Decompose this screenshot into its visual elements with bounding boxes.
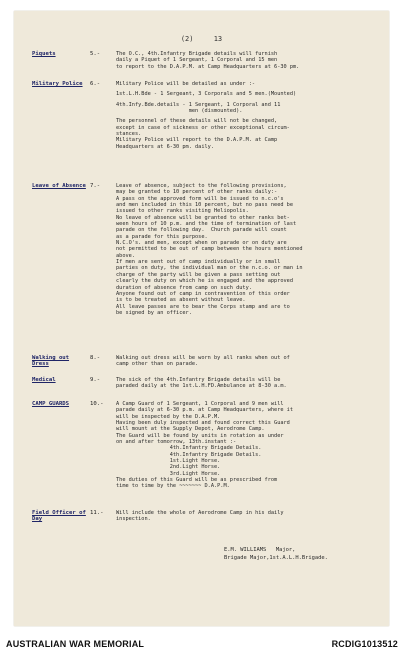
paragraph-heading: Field Officer of Day (32, 510, 86, 523)
folio-number: 13 (213, 35, 223, 43)
text-line: inspection. (116, 516, 151, 523)
text-line: 4th.Infy.Bde.details - 1 Sergeant, 1 Corporal and 11 (116, 101, 281, 108)
text-line: stances. (116, 131, 142, 138)
paragraph-heading: Leave of Absence (32, 183, 86, 189)
text-line: The O.C., 4th.Infantry Brigade details will furnish (116, 51, 278, 57)
signature-title: Brigade Major,1st.A.L.H.Brigade. (224, 555, 328, 561)
text-line: not permitted to be out of camp between the hours mentioned (116, 246, 303, 253)
paragraph-number: 8.- (90, 355, 101, 361)
text-line: The sick of the 4th.Infantry Brigade details will be (116, 377, 281, 383)
text-line: Leave of absence, subject to the following provisions, (116, 183, 287, 189)
paragraph-body (116, 401, 379, 490)
signature-name: E.M. WILLIAMS Major, (224, 547, 296, 553)
paragraph-heading: Medical (32, 377, 56, 383)
text-line: 3rd.Light Horse. (116, 470, 221, 477)
text-line: and men included in this 10 percent, but no pass need be (116, 202, 294, 209)
text-line: 1st.L.H.Bde - 1 Sergeant, 3 Corporals and 5 men.(Mounted) (116, 91, 297, 98)
archive-footer (0, 634, 404, 654)
paragraph-body (116, 510, 379, 523)
paragraph-number: 7.- (90, 183, 101, 189)
page-number: (2) (180, 35, 194, 43)
text-line: camp other than on parade. (116, 361, 199, 368)
text-line: All leave passes are to bear the Corps stamp and are to (116, 303, 290, 310)
paragraph-number: 5.- (90, 51, 101, 57)
text-line: Will include the whole of Aerodrome Camp in his daily (116, 510, 284, 516)
paragraph-heading: Walking out Dress (32, 355, 70, 368)
paragraph-number: 10.- (90, 401, 104, 407)
text-line: except in case of sickness or other exceptional circum- (116, 124, 290, 131)
text-line: Military Police will be detailed as under :- (116, 81, 256, 87)
paragraph-number: 9.- (90, 377, 101, 383)
text-line: 4th.Infantry Brigade Details. (116, 445, 262, 452)
text-line: charge of the party will be given a pass setting out (116, 271, 281, 278)
text-line: If men are sent out of camp individually or in small (116, 259, 281, 266)
text-line: No leave of absence will be granted to other ranks bet- (116, 214, 290, 221)
paragraph-number: 11.- (90, 510, 104, 516)
text-line: will be inspected by the D.A.P.M. (116, 413, 221, 420)
text-line: issued to other ranks visiting Heliopolis. (116, 208, 249, 215)
paragraph-heading: Piquets (32, 51, 56, 57)
paragraph-number: 6.- (90, 81, 101, 87)
text-line: 4th.Infantry Brigade Details. (116, 451, 262, 458)
paragraph-heading: CAMP GUARDS (32, 401, 70, 407)
text-line: A Camp Guard of 1 Sergeant, 1 Corporal and 9 men will (116, 401, 284, 407)
page-header (14, 35, 389, 43)
paragraph-body (116, 51, 379, 70)
text-line: 2nd.Light Horse. (116, 464, 221, 471)
text-line: Anyone found out of camp in contravention of this order (116, 290, 290, 297)
text-line: Headquarters at 6-30 pm. daily. (116, 143, 214, 150)
paragraph-body (116, 81, 379, 150)
text-line: paraded daily at the 1st.L.H.FD.Ambulance at 8-30 a.m. (116, 383, 287, 390)
text-line: to report to the D.A.P.M. at Camp Headquarters at 6-30 pm. (116, 63, 300, 70)
text-line: as a parade for this purpose. (116, 233, 208, 240)
text-line: is to be treated as absent without leave. (116, 297, 246, 304)
archive-name: AUSTRALIAN WAR MEMORIAL (6, 639, 145, 649)
text-line: daily a Piquet of 1 Sergeant, 1 Corporal and 15 men (116, 57, 278, 64)
paragraph-body (116, 183, 379, 316)
text-line: above. (116, 252, 135, 259)
text-line: parade on the following day. Church parade will count (116, 227, 287, 234)
text-line: ween hours of 10 p.m. and the time of termination of last (116, 221, 297, 228)
text-line: clearly the duty on which he is engaged and the approved (116, 278, 294, 285)
text-line: Walking out dress will be worn by all ranks when out of (116, 355, 290, 361)
text-line: duration of absence from camp on such duty. (116, 284, 252, 291)
text-line: time to time by the ~~~~~~~ D.A.P.M. (116, 483, 230, 490)
paragraph-body (116, 355, 379, 368)
text-line: The duties of this Guard will be as prescribed from (116, 477, 278, 484)
text-line: parade daily at 6-30 p.m. at Camp Headquarters, where it (116, 407, 294, 414)
text-line: may be granted to 10 percent of other ranks daily:- (116, 189, 278, 196)
text-line: The personnel of these details will not be changed, (116, 118, 278, 125)
text-line: 1st.Light Horse. (116, 458, 221, 465)
document-page (14, 11, 389, 626)
text-line: on and after tomorrow, 13th.instant :- (116, 439, 237, 446)
paragraph-heading: Military Police (32, 81, 83, 87)
text-line: will mount at the Supply Depot, Aerodrome Camp. (116, 426, 265, 433)
text-line: Military Police will report to the D.A.P.M. at Camp (116, 137, 278, 144)
text-line: N.C.O's. and men, except when on parade or on duty are (116, 240, 287, 247)
text-line: be signed by an officer. (116, 309, 192, 316)
text-line: men (dismounted). (116, 108, 243, 115)
text-line: Having been duly inspected and found correct this Guard (116, 420, 290, 427)
archive-id: RCDIG1013512 (331, 639, 398, 649)
text-line: parties on duty, the individual man or the n.c.o. or man in (116, 265, 303, 272)
text-line: A pass on the approved form will be issued to n.c.o's (116, 195, 284, 202)
paragraph-body (116, 377, 379, 390)
text-line: The Guard will be found by units in rotation as under (116, 432, 284, 439)
